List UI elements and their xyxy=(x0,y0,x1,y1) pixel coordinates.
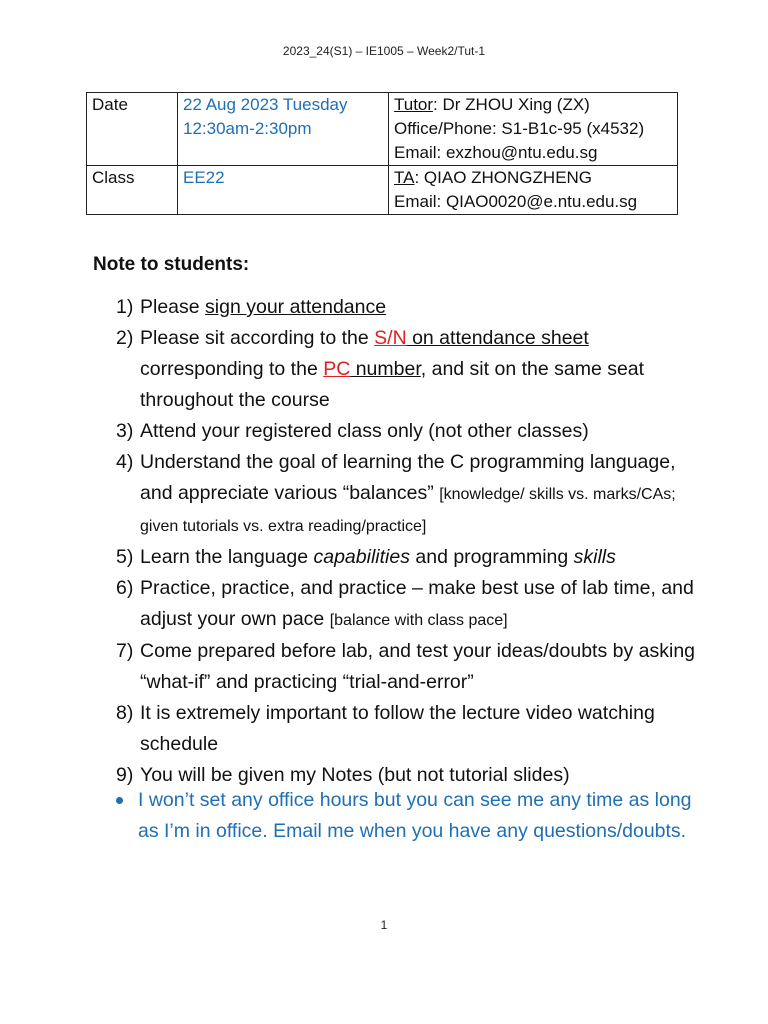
list-item xyxy=(116,323,696,416)
item-text: It is extremely important to follow the lecture video watching schedule xyxy=(140,702,655,755)
item-text-small: [balance with class pace] xyxy=(329,612,508,629)
item-text: Attend your registered class only (not other classes) xyxy=(140,420,589,442)
list-item xyxy=(116,447,696,542)
tutor-name: : Dr ZHOU Xing (ZX) xyxy=(433,95,590,114)
tutor-line xyxy=(394,93,672,117)
item-text: and programming xyxy=(409,546,574,568)
ta-email[interactable]: Email: QIAO0020@e.ntu.edu.sg xyxy=(394,192,638,211)
ta-name: : QIAO ZHONGZHENG xyxy=(414,168,593,187)
item-text-small: [knowledge/ skills vs. marks/CAs; given tutorials vs. extra reading/practice] xyxy=(140,486,676,535)
note-title: Note to students: xyxy=(93,254,250,275)
tutor-email[interactable]: Email: exzhou@ntu.edu.sg xyxy=(394,143,598,162)
item-text-italic: skills xyxy=(573,546,616,568)
item-number: 7) xyxy=(116,640,134,662)
list-item xyxy=(116,698,696,760)
list-item xyxy=(116,292,696,323)
list-item xyxy=(116,573,696,636)
tutor-cell xyxy=(389,93,678,166)
ta-label: TA xyxy=(394,168,415,187)
item-text: , and sit on the same seat throughout the course xyxy=(140,358,645,411)
class-label: Class xyxy=(87,166,178,215)
class-value: EE22 xyxy=(178,166,389,215)
item-text: You will be given my Notes (but not tutorial slides) xyxy=(140,764,570,786)
date-cell xyxy=(178,93,389,166)
page-number: 1 xyxy=(380,918,388,932)
table-row xyxy=(87,166,678,215)
item-number: 2) xyxy=(116,327,134,349)
tutor-label: Tutor xyxy=(394,95,434,114)
list-item xyxy=(116,636,696,698)
list-item xyxy=(116,416,696,447)
table-row xyxy=(87,93,678,166)
bullet-icon xyxy=(116,797,123,804)
item-number: 8) xyxy=(116,702,134,724)
list-item xyxy=(116,542,696,573)
item-text: Please xyxy=(140,296,206,318)
date-value: 22 Aug 2023 Tuesday xyxy=(183,95,348,114)
item-text: corresponding to the xyxy=(140,358,324,380)
item-text: Please sit according to the xyxy=(140,327,375,349)
item-text-highlight: S/N xyxy=(374,327,407,349)
page-header: 2023_24(S1) – IE1005 – Week2/Tut-1 xyxy=(282,44,486,58)
ta-cell xyxy=(389,166,678,215)
item-number: 9) xyxy=(116,764,134,786)
item-number: 3) xyxy=(116,420,134,442)
item-text: Practice, practice, and practice – make best use of lab time, and adjust your own pace xyxy=(140,577,694,630)
date-label: Date xyxy=(87,93,178,166)
ta-line xyxy=(394,166,672,190)
item-number: 5) xyxy=(116,546,134,568)
item-text-underlined: sign your attendance xyxy=(205,296,387,318)
office-hours-note xyxy=(116,785,696,847)
time-value: 12:30am-2:30pm xyxy=(183,119,312,138)
office-hours-text: I won’t set any office hours but you can see me any time as long as I’m in office. Email me when you have any questions/doubts. xyxy=(138,789,692,842)
item-text-highlight: PC xyxy=(323,358,351,380)
info-table xyxy=(86,92,678,215)
item-text: Understand the goal of learning the C programming language, and appreciate various “balances” xyxy=(140,451,676,504)
notes-list xyxy=(116,292,696,791)
item-number: 6) xyxy=(116,577,134,599)
tutor-office: Office/Phone: S1-B1c-95 (x4532) xyxy=(394,119,645,138)
item-number: 4) xyxy=(116,451,134,473)
item-text-underlined: number xyxy=(350,358,421,380)
item-text-underlined: on attendance sheet xyxy=(406,327,589,349)
item-text-italic: capabilities xyxy=(313,546,410,568)
item-text: Come prepared before lab, and test your ideas/doubts by asking “what-if” and practicing “trial-and-error” xyxy=(140,640,696,693)
item-number: 1) xyxy=(116,296,134,318)
item-text: Learn the language xyxy=(140,546,314,568)
